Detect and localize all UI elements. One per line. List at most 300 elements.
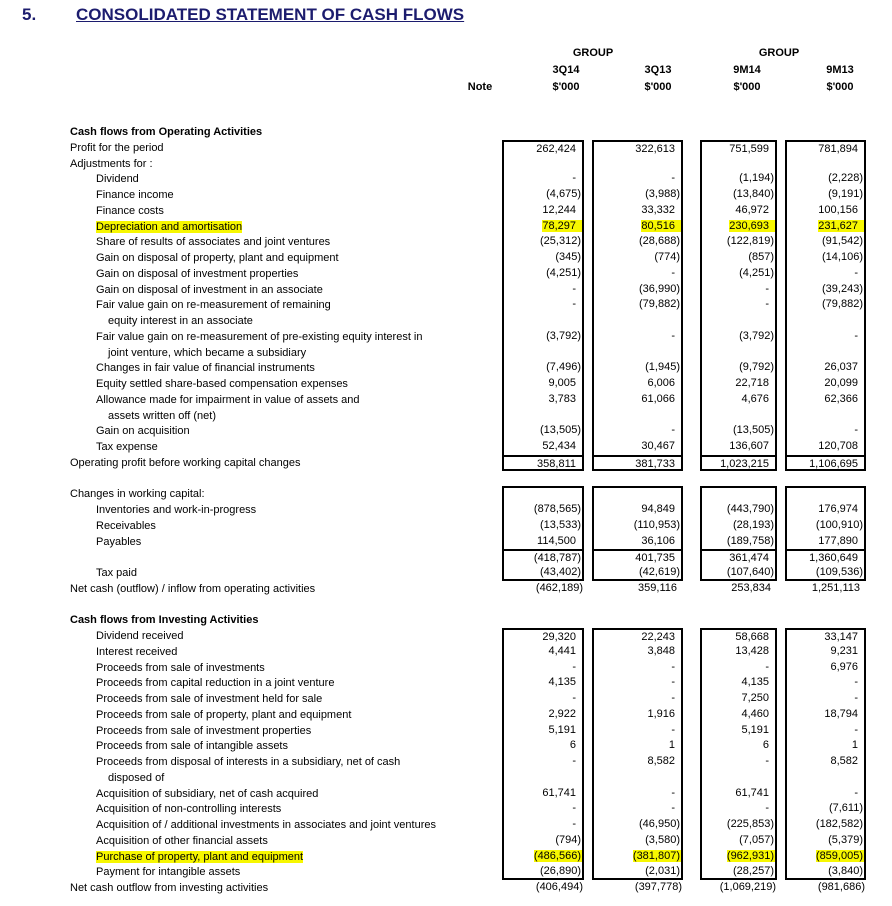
- row-label-text: Depreciation and amortisation: [96, 220, 243, 233]
- amount-cell: [502, 738, 584, 754]
- amount-value: 176,974: [818, 503, 858, 515]
- amount-cell: [785, 534, 866, 550]
- table-row: [0, 754, 892, 786]
- amount-value: -: [765, 298, 769, 311]
- amount-value: 136,607: [729, 440, 769, 452]
- row-label: [96, 503, 256, 519]
- amount-value: 94,849: [641, 503, 675, 515]
- amount-cell: [502, 455, 584, 471]
- amount-value: (962,931): [726, 849, 774, 862]
- amount-cell: [502, 156, 584, 172]
- amount-cell: [502, 250, 584, 266]
- amount-cell: [700, 234, 777, 250]
- amount-value: 18,794: [824, 707, 858, 720]
- amount-value: -: [572, 802, 576, 815]
- amount-cell: [700, 156, 777, 172]
- amount-value: 6,006: [647, 377, 675, 389]
- amount-cell: [700, 738, 777, 754]
- amount-value: -: [671, 723, 675, 736]
- amount-cell: [502, 833, 584, 849]
- amount-value: 62,366: [824, 392, 858, 405]
- column-header-9m13: 9M13: [826, 64, 854, 76]
- amount-cell: [700, 534, 777, 550]
- amount-value: 78,297: [542, 220, 582, 232]
- amount-cell: [700, 297, 777, 329]
- amount-value: (14,106): [822, 251, 863, 263]
- amount-cell: [700, 801, 777, 817]
- amount-value: 22,718: [735, 377, 769, 389]
- column-header-9m14: 9M14: [733, 64, 761, 76]
- amount-cell: [700, 660, 777, 676]
- amount-value: 401,735: [635, 552, 675, 565]
- amount-value: (79,882): [822, 298, 863, 311]
- amount-value: 1: [668, 739, 675, 752]
- row-label: [96, 708, 351, 724]
- amount-cell: [785, 329, 866, 361]
- amount-value: -: [671, 692, 675, 704]
- amount-value: (878,565): [533, 503, 581, 515]
- amount-value: 4,135: [741, 676, 769, 689]
- row-label: [96, 519, 156, 535]
- amount-value: 80,516: [641, 220, 681, 232]
- column-header-3q13: 3Q13: [644, 64, 672, 76]
- amount-value: -: [671, 660, 675, 673]
- amount-cell: [502, 439, 584, 455]
- amount-cell: [700, 282, 777, 298]
- amount-cell: [592, 675, 683, 691]
- table-row: [0, 786, 892, 802]
- amount-cell: [502, 376, 584, 392]
- table-row: [0, 801, 892, 817]
- amount-cell: [700, 423, 777, 439]
- amount-cell: [700, 644, 777, 660]
- amount-value: 1,023,215: [720, 457, 769, 470]
- amount-cell: [502, 880, 584, 896]
- row-label-continuation: assets written off (net): [108, 409, 217, 422]
- row-label: [96, 834, 268, 850]
- table-row: [0, 250, 892, 266]
- amount-cell: [785, 738, 866, 754]
- amount-value: (3,580): [645, 833, 680, 846]
- amount-value: -: [765, 802, 769, 815]
- amount-value: (122,819): [726, 235, 774, 248]
- amount-cell: [785, 423, 866, 439]
- amount-value: (28,688): [639, 235, 680, 248]
- amount-value: 58,668: [735, 631, 769, 643]
- row-label: [96, 566, 137, 582]
- amount-value: -: [854, 723, 858, 736]
- amount-cell: [502, 817, 584, 833]
- amount-cell: [592, 266, 683, 282]
- amount-value: 6: [762, 739, 769, 752]
- amount-cell: [785, 250, 866, 266]
- amount-value: (418,787): [533, 552, 581, 565]
- amount-value: (1,945): [645, 361, 680, 374]
- amount-cell: [502, 849, 584, 865]
- amount-cell: [502, 282, 584, 298]
- amount-cell: [502, 565, 584, 581]
- amount-value: (28,257): [733, 865, 774, 878]
- amount-value: 61,741: [542, 786, 576, 799]
- amount-cell: [700, 486, 777, 502]
- row-label: [96, 361, 315, 377]
- amount-value: -: [854, 676, 858, 689]
- amount-cell: [502, 486, 584, 502]
- amount-cell: [592, 171, 683, 187]
- table-row: [0, 471, 892, 487]
- amount-cell: [502, 297, 584, 329]
- amount-cell: [592, 329, 683, 361]
- row-label: [96, 535, 141, 551]
- row-label-text: Tax expense: [96, 441, 158, 453]
- row-label-text: Receivables: [96, 519, 156, 532]
- row-label-text: Interest received: [96, 645, 178, 658]
- row-label-text: Inventories and work-in-progress: [96, 504, 257, 516]
- amount-cell: [700, 266, 777, 282]
- table-row: [0, 549, 892, 565]
- amount-value: (381,807): [632, 849, 680, 862]
- amount-value: 361,474: [729, 552, 769, 565]
- amount-value: 1,916: [647, 707, 675, 720]
- row-label: [96, 267, 298, 283]
- amount-cell: [592, 864, 683, 880]
- row-label-text: Proceeds from sale of intangible assets: [96, 740, 288, 753]
- amount-cell: [502, 786, 584, 802]
- row-label: [96, 393, 360, 425]
- group-header-left: GROUP: [572, 47, 614, 59]
- amount-value: 5,191: [741, 723, 769, 736]
- amount-value: 114,500: [537, 534, 576, 547]
- amount-value: 4,460: [741, 707, 769, 720]
- amount-value: 1: [851, 739, 858, 752]
- amount-value: (857): [748, 251, 774, 263]
- amount-cell: [592, 581, 683, 597]
- amount-cell: [592, 250, 683, 266]
- amount-cell: [700, 187, 777, 203]
- amount-value: (3,840): [828, 865, 863, 878]
- row-label-text: Cash flows from Investing Activities: [70, 614, 259, 627]
- row-label: [96, 724, 311, 740]
- row-label-text: Gain on disposal of investment in an associate: [96, 283, 323, 296]
- table-row: [0, 707, 892, 723]
- amount-value: 46,972: [735, 203, 769, 216]
- amount-value: -: [765, 755, 769, 767]
- amount-value: (859,005): [815, 849, 863, 862]
- amount-cell: [785, 266, 866, 282]
- amount-value: (28,193): [733, 518, 774, 531]
- unit-header: $'000: [826, 81, 854, 93]
- table-row: [0, 124, 892, 140]
- amount-value: (981,686): [817, 881, 865, 893]
- row-label-text: Dividend: [96, 173, 139, 186]
- row-label-text: Finance income: [96, 189, 174, 201]
- amount-value: -: [671, 802, 675, 815]
- amount-value: 4,441: [548, 644, 576, 657]
- amount-cell: [785, 754, 866, 786]
- amount-cell: [502, 801, 584, 817]
- amount-cell: [592, 549, 683, 565]
- row-label-text: Payables: [96, 535, 142, 548]
- amount-value: 322,613: [635, 142, 675, 155]
- amount-cell: [785, 502, 866, 518]
- amount-cell: [700, 502, 777, 518]
- amount-value: 262,424: [536, 142, 576, 155]
- amount-value: -: [765, 282, 769, 295]
- column-header-3q14: 3Q14: [552, 64, 580, 76]
- amount-cell: [502, 644, 584, 660]
- amount-value: (225,853): [726, 818, 774, 830]
- table-row: [0, 297, 892, 329]
- amount-cell: [700, 549, 777, 565]
- amount-value: (13,533): [540, 518, 581, 531]
- amount-value: 781,894: [818, 142, 858, 155]
- amount-cell: [592, 360, 683, 376]
- amount-value: (7,057): [739, 833, 774, 846]
- amount-cell: [785, 549, 866, 565]
- amount-value: (36,990): [639, 282, 680, 295]
- amount-value: 26,037: [824, 361, 858, 374]
- amount-cell: [700, 754, 777, 786]
- row-label: [96, 818, 436, 834]
- row-label: [96, 204, 164, 220]
- row-label: [96, 850, 303, 866]
- table-row: [0, 849, 892, 865]
- amount-cell: [700, 203, 777, 219]
- amount-value: 2,922: [548, 707, 576, 720]
- amount-cell: [785, 439, 866, 455]
- amount-value: 22,243: [641, 631, 675, 643]
- amount-cell: [785, 707, 866, 723]
- amount-value: (46,950): [639, 818, 680, 830]
- amount-value: 230,693: [729, 220, 775, 232]
- amount-value: 4,676: [741, 392, 769, 405]
- amount-cell: [502, 660, 584, 676]
- row-label: [96, 172, 139, 188]
- amount-value: -: [854, 424, 858, 437]
- amount-cell: [502, 707, 584, 723]
- row-label-continuation: disposed of: [108, 771, 165, 784]
- amount-cell: [785, 565, 866, 581]
- amount-cell: [592, 754, 683, 786]
- table-row: [0, 234, 892, 250]
- row-label-text: Net cash (outflow) / inflow from operating activities: [70, 582, 316, 595]
- table-row: [0, 597, 892, 613]
- amount-value: -: [765, 660, 769, 673]
- amount-cell: [785, 675, 866, 691]
- table-row: [0, 439, 892, 455]
- amount-cell: [785, 486, 866, 502]
- amount-value: 3,848: [647, 644, 675, 657]
- row-label: [96, 692, 322, 708]
- amount-cell: [785, 282, 866, 298]
- amount-value: 13,428: [735, 644, 769, 657]
- amount-value: (182,582): [815, 818, 863, 830]
- amount-cell: [785, 581, 866, 597]
- amount-cell: [592, 234, 683, 250]
- amount-cell: [785, 817, 866, 833]
- amount-cell: [592, 518, 683, 534]
- amount-value: -: [854, 692, 858, 704]
- amount-cell: [592, 534, 683, 550]
- row-label: [70, 456, 301, 472]
- amount-cell: [785, 187, 866, 203]
- amount-cell: [502, 329, 584, 361]
- group-header-right: GROUP: [758, 47, 800, 59]
- table-row: [0, 219, 892, 235]
- amount-cell: [700, 833, 777, 849]
- table-row: [0, 423, 892, 439]
- amount-value: (42,619): [639, 566, 680, 578]
- row-label-text: Acquisition of non-controlling interests: [96, 803, 282, 816]
- amount-cell: [592, 833, 683, 849]
- amount-cell: [700, 864, 777, 880]
- amount-cell: [502, 423, 584, 439]
- row-label-text: Acquisition of / additional investments in associates and joint ventures: [96, 819, 436, 831]
- table-row: [0, 675, 892, 691]
- amount-cell: [592, 849, 683, 865]
- amount-value: -: [572, 818, 576, 830]
- amount-cell: [700, 723, 777, 739]
- table-row: [0, 738, 892, 754]
- table-row: [0, 581, 892, 597]
- amount-cell: [592, 502, 683, 518]
- amount-cell: [592, 565, 683, 581]
- amount-value: (443,790): [726, 503, 774, 515]
- amount-value: (3,792): [546, 329, 581, 342]
- row-label-text: Acquisition of subsidiary, net of cash acquired: [96, 787, 319, 800]
- amount-value: (107,640): [726, 566, 774, 578]
- amount-cell: [785, 833, 866, 849]
- amount-cell: [785, 203, 866, 219]
- table-row: [0, 376, 892, 392]
- table-row: [0, 282, 892, 298]
- amount-value: 4,135: [548, 676, 576, 689]
- amount-cell: [700, 360, 777, 376]
- amount-cell: [700, 518, 777, 534]
- row-label-text: Profit for the period: [70, 141, 164, 154]
- row-label-text: Gain on disposal of property, plant and equipment: [96, 252, 339, 264]
- row-label: [96, 440, 158, 456]
- amount-cell: [502, 518, 584, 534]
- unit-header: $'000: [552, 81, 580, 93]
- amount-cell: [592, 880, 683, 896]
- row-label: [96, 865, 240, 881]
- note-header: Note: [467, 81, 493, 93]
- row-label-text: Equity settled share-based compensation expenses: [96, 378, 348, 390]
- row-label-text: Changes in fair value of financial instruments: [96, 362, 315, 375]
- amount-cell: [592, 140, 683, 156]
- table-row: [0, 534, 892, 550]
- amount-cell: [592, 801, 683, 817]
- table-row: [0, 203, 892, 219]
- amount-cell: [785, 297, 866, 329]
- row-label-text: Operating profit before working capital changes: [70, 456, 301, 469]
- table-row: [0, 817, 892, 833]
- unit-header: $'000: [733, 81, 761, 93]
- amount-value: 9,005: [548, 377, 576, 389]
- amount-cell: [700, 849, 777, 865]
- amount-value: (5,379): [828, 833, 863, 846]
- statement-rows: [0, 124, 892, 896]
- row-label: [96, 645, 177, 661]
- amount-value: (1,069,219): [719, 881, 776, 893]
- amount-cell: [700, 439, 777, 455]
- amount-value: -: [854, 266, 858, 279]
- amount-cell: [700, 219, 777, 235]
- table-row: [0, 833, 892, 849]
- amount-cell: [785, 628, 866, 644]
- amount-cell: [592, 817, 683, 833]
- amount-cell: [700, 140, 777, 156]
- amount-value: (4,675): [546, 188, 581, 200]
- page-title: CONSOLIDATED STATEMENT OF CASH FLOWS: [76, 5, 465, 24]
- amount-cell: [700, 329, 777, 361]
- row-label: [96, 739, 288, 755]
- amount-cell: [592, 691, 683, 707]
- amount-cell: [785, 518, 866, 534]
- amount-value: (39,243): [822, 282, 863, 295]
- amount-cell: [785, 723, 866, 739]
- row-label-text: Fair value gain on re-measurement of pre-existing equity interest in: [96, 330, 423, 343]
- row-label: [70, 613, 258, 629]
- amount-cell: [592, 439, 683, 455]
- table-row: [0, 455, 892, 471]
- row-label: [96, 220, 242, 236]
- amount-cell: [785, 801, 866, 817]
- table-row: [0, 612, 892, 628]
- amount-cell: [592, 486, 683, 502]
- section-number: 5.: [22, 5, 37, 24]
- amount-value: -: [671, 172, 675, 185]
- amount-cell: [700, 817, 777, 833]
- amount-cell: [700, 628, 777, 644]
- amount-cell: [502, 266, 584, 282]
- row-label-text: Finance costs: [96, 204, 164, 217]
- row-label: [96, 424, 190, 440]
- table-row: [0, 329, 892, 361]
- amount-cell: [502, 171, 584, 187]
- amount-cell: [502, 723, 584, 739]
- row-label-text: Acquisition of other financial assets: [96, 834, 268, 847]
- amount-value: -: [671, 424, 675, 437]
- amount-value: -: [671, 266, 675, 279]
- row-label-text: Dividend received: [96, 630, 184, 642]
- amount-value: -: [572, 282, 576, 295]
- amount-cell: [502, 203, 584, 219]
- amount-value: 9,231: [830, 644, 858, 657]
- amount-value: 231,627: [818, 220, 864, 232]
- row-label: [96, 661, 265, 677]
- row-label: [96, 188, 174, 204]
- amount-cell: [700, 565, 777, 581]
- row-label: [96, 298, 331, 330]
- amount-value: (9,191): [828, 188, 863, 200]
- table-row: [0, 723, 892, 739]
- amount-cell: [592, 282, 683, 298]
- table-row: [0, 880, 892, 896]
- row-label-text: Purchase of property, plant and equipment: [96, 850, 304, 863]
- amount-value: 36,106: [641, 534, 675, 547]
- row-label: [70, 487, 205, 503]
- amount-cell: [502, 628, 584, 644]
- table-row: [0, 864, 892, 880]
- row-label-text: Gain on acquisition: [96, 425, 190, 438]
- table-row: [0, 171, 892, 187]
- amount-cell: [592, 707, 683, 723]
- amount-value: -: [854, 786, 858, 799]
- amount-value: (13,505): [540, 424, 581, 437]
- amount-cell: [592, 203, 683, 219]
